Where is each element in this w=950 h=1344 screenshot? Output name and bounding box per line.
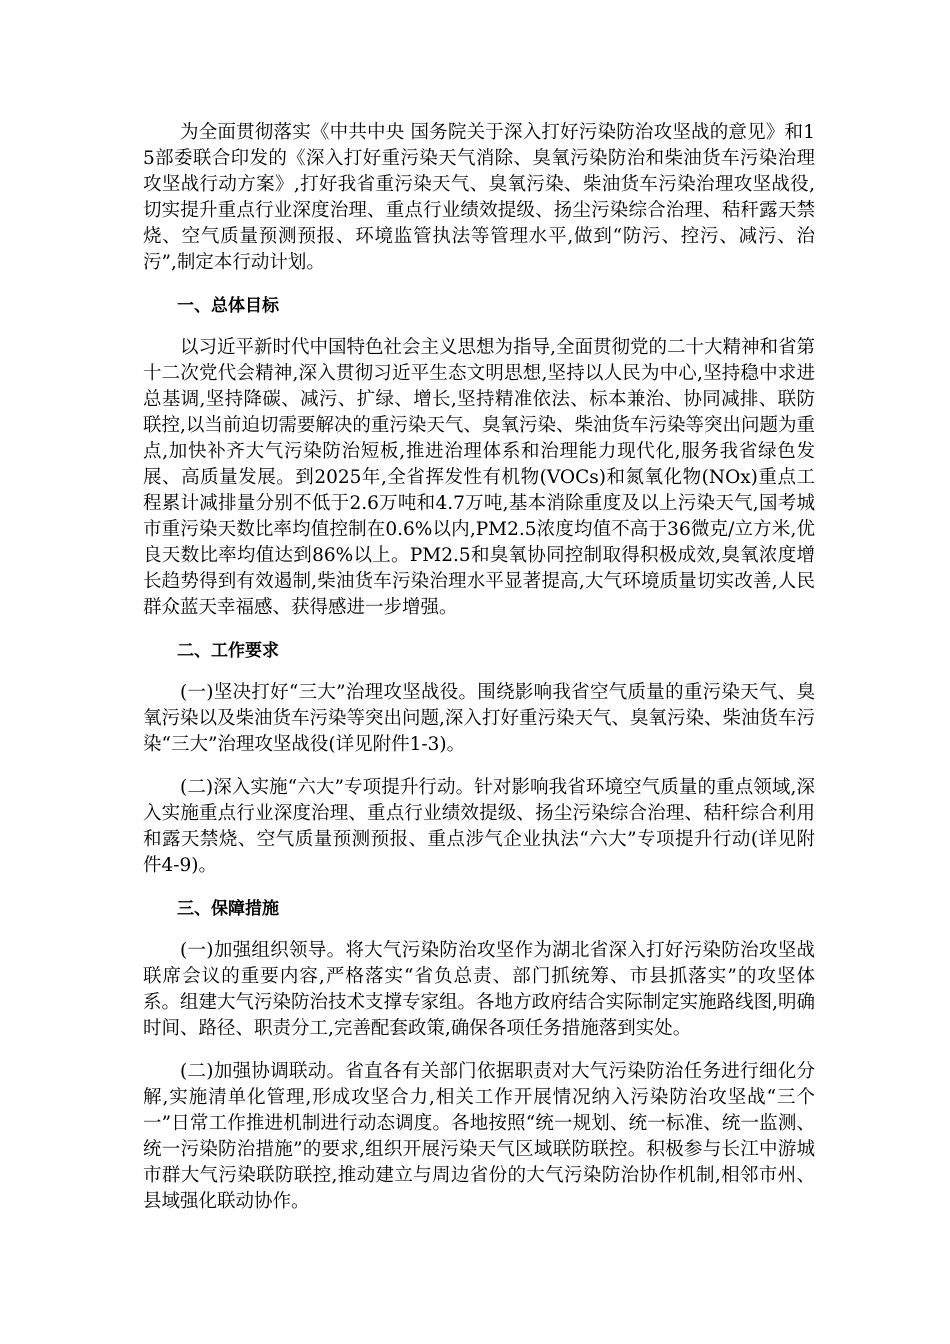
section-heading-work-requirements: 二、工作要求 bbox=[177, 641, 279, 661]
section-heading-overall-goal: 一、总体目标 bbox=[177, 296, 279, 316]
document-page bbox=[143, 120, 815, 1215]
overall-goal-paragraph: 以习近平新时代中国特色社会主义思想为指导,全面贯彻党的二十大精神和省第十二次党代会精神,深入贯彻习近平生态文明思想,坚持以人民为中心,坚持稳中求进总基调,坚持降碳、减污、扩绿、增长,坚持精准依法、标本兼治、协同减排、联防联控,以当前迫切需要解决的重污染天气、臭氧污染、柴油货车污染等突出问题为重点,加快补齐大气污染防治短板,推进治理体系和治理能力现代化,服务我省绿色发展、高质量发展。到2025年,全省挥发性有机物(VOCs)和氮氧化物(NOx)重点工程累计减排量分别不低于2.6万吨和4.7万吨,基本消除重度及以上污染天气,国考城市重污染天数比率均值控制在0.6%以内,PM2.5浓度均值不高于36微克/立方米,优良天数比率均值达到86%以上。PM2.5和臭氧协同控制取得积极成效,臭氧浓度增长趋势得到有效遏制,柴油货车污染治理水平显著提高,大气环境质量切实改善,人民群众蓝天幸福感、获得感进一步增强。 bbox=[143, 337, 815, 618]
section-heading-safeguard-measures: 三、保障措施 bbox=[177, 899, 279, 919]
intro-paragraph: 为全面贯彻落实《中共中央 国务院关于深入打好污染防治攻坚战的意见》和15部委联合印发的《深入打好重污染天气消除、臭氧污染防治和柴油货车污染治理攻坚战行动方案》,打好我省重污染天气、臭氧污染、柴油货车污染治理攻坚战役,切实提升重点行业深度治理、重点行业绩效提级、扬尘污染综合治理、秸秆露天禁烧、空气质量预测预报、环境监管执法等管理水平,做到“防污、控污、减污、治污”,制定本行动计划。 bbox=[143, 122, 815, 273]
safeguard-paragraph-1: (一)加强组织领导。将大气污染防治攻坚作为湖北省深入打好污染防治攻坚战联席会议的重要内容,严格落实“省负总责、部门抓统筹、市县抓落实”的攻坚体系。组建大气污染防治技术支撑专家组。各地方政府结合实际制定实施路线图,明确时间、路径、职责分工,完善配套政策,确保各项任务措施落到实处。 bbox=[143, 940, 815, 1039]
safeguard-paragraph-2: (二)加强协调联动。省直各有关部门依据职责对大气污染防治任务进行细化分解,实施清单化管理,形成攻坚合力,相关工作开展情况纳入污染防治攻坚战“三个一”日常工作推进机制进行动态调度。各地按照“统一规划、统一标准、统一监测、统一污染防治措施”的要求,组织开展污染天气区域联防联控。积极参与长江中游城市群大气污染联防联控,推动建立与周边省份的大气污染防治协作机制,相邻市州、县域强化联动协作。 bbox=[143, 1061, 815, 1212]
work-requirement-paragraph-2: (二)深入实施“六大”专项提升行动。针对影响我省环境空气质量的重点领域,深入实施重点行业深度治理、重点行业绩效提级、扬尘污染综合治理、秸秆综合利用和露天禁烧、空气质量预测预报、重点涉气企业执法“六大”专项提升行动(详见附件4-9)。 bbox=[143, 777, 815, 876]
work-requirement-paragraph-1: (一)坚决打好“三大”治理攻坚战役。围绕影响我省空气质量的重污染天气、臭氧污染以及柴油货车污染等突出问题,深入打好重污染天气、臭氧污染、柴油货车污染“三大”治理攻坚战役(详见附件1-3)。 bbox=[143, 682, 815, 755]
